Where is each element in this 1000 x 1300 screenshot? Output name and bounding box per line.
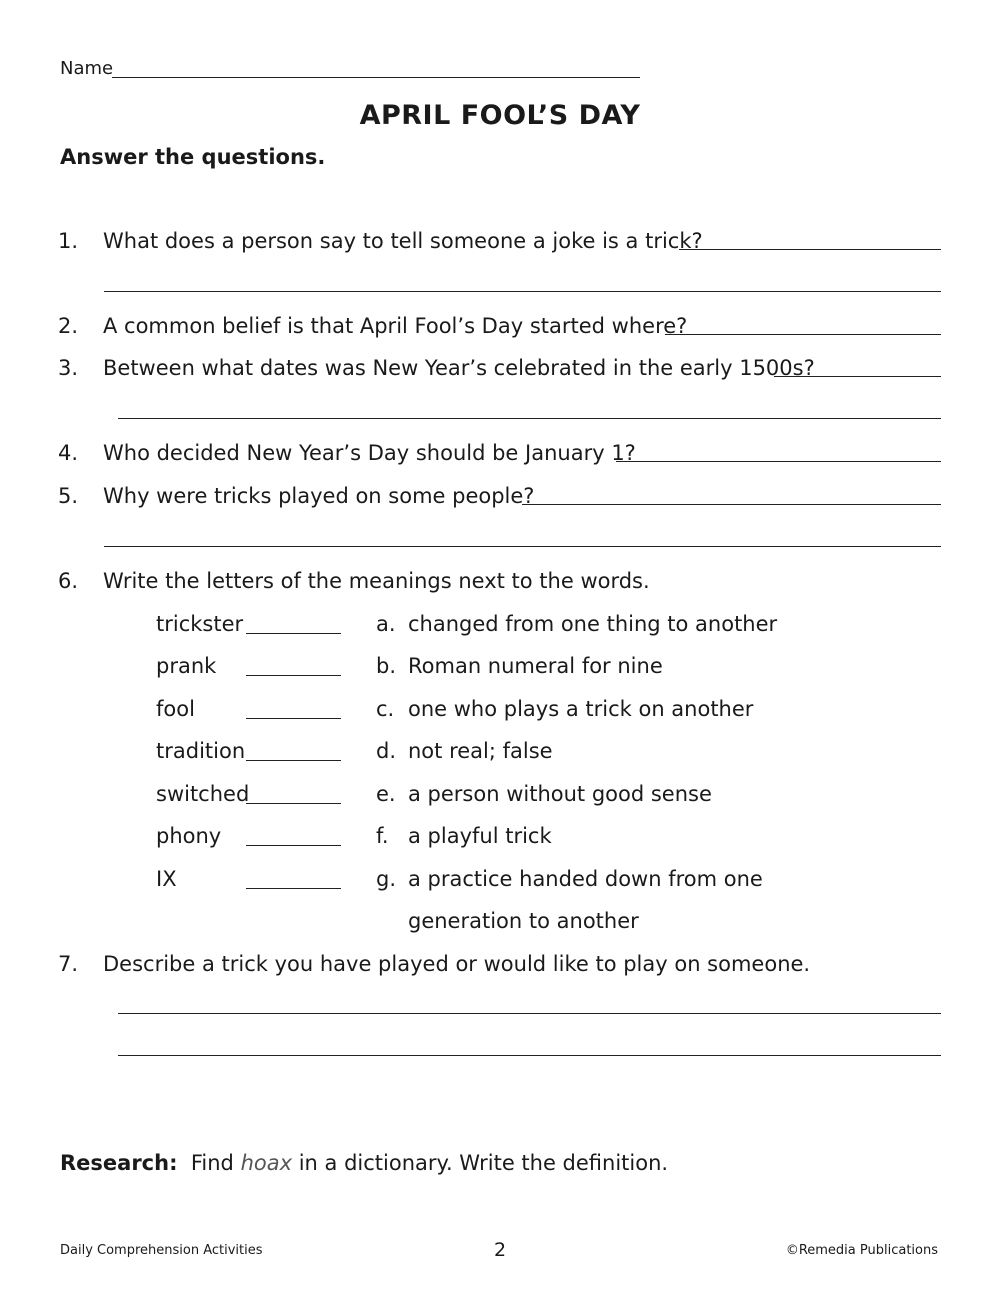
question-text: A common belief is that April Fool’s Day started where? <box>103 314 688 338</box>
meaning-letter: g. <box>376 867 397 891</box>
question-text: Describe a trick you have played or would like to play on someone. <box>103 952 811 976</box>
meaning-text: a practice handed down from one <box>408 867 763 891</box>
meaning-text-continuation: generation to another <box>408 909 639 933</box>
question-number: 5. <box>58 484 79 508</box>
meaning-text: Roman numeral for nine <box>408 654 663 678</box>
match-word-phony: phony <box>156 824 222 848</box>
answer-line[interactable] <box>118 418 941 419</box>
page-title: APRIL FOOL’S DAY <box>359 100 641 131</box>
meaning-letter: a. <box>376 612 396 636</box>
meaning-letter: e. <box>376 782 396 806</box>
question-text: Why were tricks played on some people? <box>103 484 535 508</box>
meaning-letter: b. <box>376 654 397 678</box>
match-answer-line[interactable] <box>246 675 341 676</box>
meaning-letter: d. <box>376 739 397 763</box>
meaning-text: one who plays a trick on another <box>408 697 754 721</box>
match-answer-line[interactable] <box>246 718 341 719</box>
question-number: 1. <box>58 229 79 253</box>
answer-line[interactable] <box>665 334 941 335</box>
match-word-ix: IX <box>156 867 177 891</box>
match-answer-line[interactable] <box>246 888 341 889</box>
research-prompt <box>60 1150 668 1176</box>
answer-line[interactable] <box>616 461 941 462</box>
answer-line[interactable] <box>679 249 941 250</box>
answer-line[interactable] <box>104 546 941 547</box>
meaning-text: changed from one thing to another <box>408 612 778 636</box>
match-word-tradition: tradition <box>156 739 246 763</box>
question-number: 7. <box>58 952 79 976</box>
match-word-fool: fool <box>156 697 195 721</box>
answer-line[interactable] <box>118 1055 941 1056</box>
instructions: Answer the questions. <box>60 145 326 169</box>
meaning-letter: f. <box>376 824 389 848</box>
question-text: Between what dates was New Year’s celebrated in the early 1500s? <box>103 356 815 380</box>
research-label: Research: <box>60 1151 178 1175</box>
question-text: Write the letters of the meanings next to the words. <box>103 569 650 593</box>
footer-publisher: ©Remedia Publications <box>785 1243 938 1258</box>
question-number: 2. <box>58 314 79 338</box>
answer-line[interactable] <box>104 291 941 292</box>
question-text: Who decided New Year’s Day should be January 1? <box>103 441 636 465</box>
question-number: 3. <box>58 356 79 380</box>
answer-line[interactable] <box>774 376 941 377</box>
answer-line[interactable] <box>118 1013 941 1014</box>
name-label: Name <box>60 58 114 79</box>
match-answer-line[interactable] <box>246 760 341 761</box>
match-word-trickster: trickster <box>156 612 244 636</box>
match-answer-line[interactable] <box>246 845 341 846</box>
question-number: 6. <box>58 569 79 593</box>
research-term: hoax <box>240 1151 293 1175</box>
research-prefix: Find <box>190 1151 234 1175</box>
match-answer-line[interactable] <box>246 633 341 634</box>
answer-line[interactable] <box>522 504 941 505</box>
question-text: What does a person say to tell someone a joke is a trick? <box>103 229 703 253</box>
match-answer-line[interactable] <box>246 803 341 804</box>
footer-book-title: Daily Comprehension Activities <box>60 1243 263 1258</box>
meaning-text: not real; false <box>408 739 553 763</box>
meaning-letter: c. <box>376 697 395 721</box>
meaning-text: a person without good sense <box>408 782 712 806</box>
research-suffix: in a dictionary. Write the definition. <box>298 1151 669 1175</box>
meaning-text: a playful trick <box>408 824 552 848</box>
name-answer-line[interactable] <box>112 77 640 78</box>
question-number: 4. <box>58 441 79 465</box>
match-word-switched: switched <box>156 782 250 806</box>
page-number: 2 <box>493 1239 507 1261</box>
match-word-prank: prank <box>156 654 217 678</box>
